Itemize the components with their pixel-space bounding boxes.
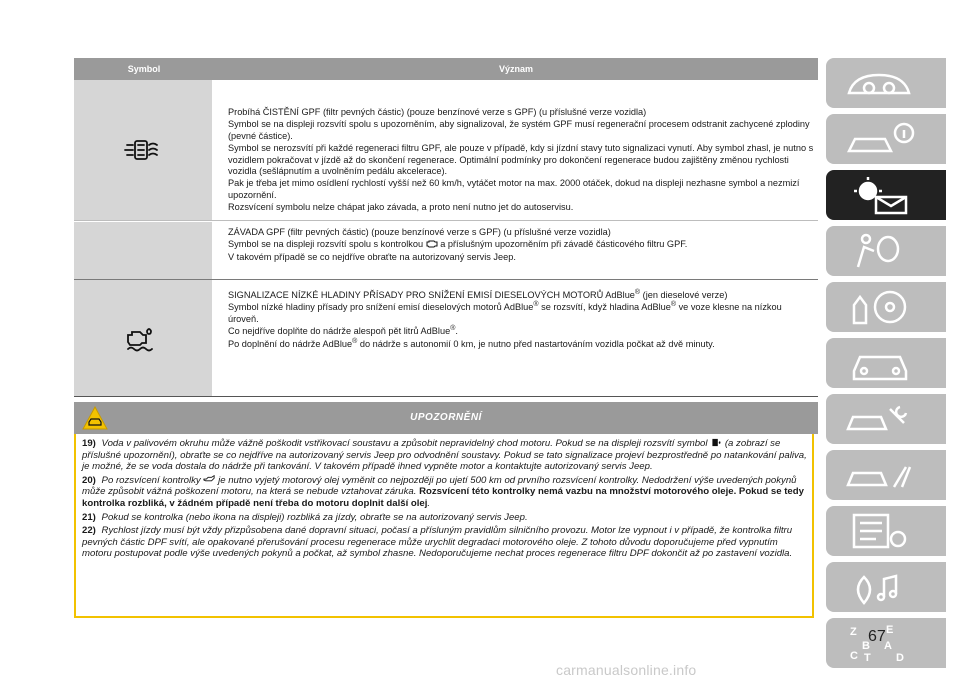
table-row bbox=[74, 220, 818, 279]
text-span: Symbol nízké hladiny přísady pro snížení emisí dieselových motorů AdBlue bbox=[228, 302, 534, 313]
text-span: . bbox=[455, 326, 458, 337]
symbol-table bbox=[74, 58, 818, 397]
gpf-cleaning-title: Probíhá ČISTĚNÍ GPF (filtr pevných částic) (pouze benzínové verze s GPF) (u příslušné verze vozidla) bbox=[228, 107, 647, 117]
index-letter: T bbox=[864, 652, 871, 663]
warning-light-icon bbox=[844, 175, 924, 215]
paragraph: Pak je třeba jet mimo osídlení rychlostí vyšší než 60 km/h, vytáčet motor na max. 2000 otáček, dokud na displeji nezhasne symbol a nezmizí upozornění. bbox=[228, 178, 800, 200]
table-row bbox=[74, 279, 818, 397]
sidebar-tab-safety[interactable] bbox=[826, 226, 946, 276]
sidebar-tab-warning-lights[interactable] bbox=[826, 170, 946, 220]
text-span: je nutno vyjetý motorový olej vyměnit co nejpozději po ujetí 500 km od prvního rozsvícení kontrolky. Nedodržení výše uvedených pokynů může způsobit vážná poškození motoru, na která se nebude vztahovat záruka. bbox=[82, 474, 797, 498]
water-in-fuel-icon bbox=[710, 438, 722, 447]
car-tools-icon bbox=[844, 455, 924, 495]
text-span: (jen dieselové verze) bbox=[640, 290, 728, 300]
text-span: Pokud se kontrolka (nebo ikona na displeji) rozbliká za jízdy, obraťte se na autorizovaný servis Jeep. bbox=[101, 511, 528, 523]
note-number: 22) bbox=[82, 525, 96, 537]
text-span: a příslušným upozorněním při závadě částicového filtru GPF. bbox=[440, 239, 688, 250]
text-span: Rychlost jízdy musí být vždy přizpůsobena dané dopravní situaci, počasí a přísluným pravidlům silničního provozu. Motor lze vypnout i v případě, že kontrolka filtru pevných částic DPF svítí, ale opakované přerušování procesu regenerace může urychlit degradaci motorového oleje. Z tohoto důvodu doporučujeme před vypnutím motoru postupovat podle výše uvedených pokynů a počkat, až symbol zhasne. Nedoporučujeme nechat proces regenerace filtru DPF dokončit až po zastavení vozidla. bbox=[82, 525, 793, 560]
sidebar-tab-technical[interactable] bbox=[826, 450, 946, 500]
symbol-cell bbox=[74, 80, 212, 220]
meaning-cell bbox=[212, 221, 818, 279]
index-letter: C bbox=[850, 650, 858, 662]
index-letter: A bbox=[884, 640, 892, 652]
meaning-cell bbox=[212, 80, 818, 220]
sidebar-tab-multimedia[interactable] bbox=[826, 562, 946, 612]
paragraph bbox=[228, 326, 814, 337]
text-span: ve voze klesne na nízkou úroveň. bbox=[228, 302, 782, 324]
symbol-cell bbox=[74, 280, 212, 396]
car-wrench-icon bbox=[844, 399, 924, 439]
sidebar-tab-specs[interactable] bbox=[826, 506, 946, 556]
index-letter: B bbox=[862, 640, 870, 652]
note-number: 19) bbox=[82, 438, 96, 449]
reg-mark: ® bbox=[670, 301, 677, 309]
service-list-icon bbox=[844, 511, 924, 551]
text-span: se rozsvítí, když hladina AdBlue bbox=[538, 302, 671, 313]
text-span: (a zobrazí se příslušné upozornění), obraťte se co nejdříve na autorizovaný servis Jeep pro odvodnění soustavy. Pokud se tato signalizace projeví bezprostředně po natankování paliva, je možné, že se voda dostala do nádrže při tankování. V takovém případě ihned vypněte motor a kontaktujte autorizovaný servis Jeep. bbox=[82, 438, 807, 473]
adblue-title bbox=[228, 290, 814, 301]
warning-note-19 bbox=[82, 438, 808, 473]
text-span: SIGNALIZACE NÍZKÉ HLADINY PŘÍSADY PRO SNÍŽENÍ EMISÍ DIESELOVÝCH MOTORŮ AdBlue bbox=[228, 290, 635, 300]
warning-note-22 bbox=[82, 525, 808, 560]
warning-title: UPOZORNĚNÍ bbox=[410, 412, 482, 423]
warning-body bbox=[74, 434, 814, 618]
reg-mark: ® bbox=[634, 288, 641, 296]
table-header bbox=[74, 58, 818, 80]
oil-change-icon bbox=[203, 475, 215, 484]
page-number: 67 bbox=[868, 628, 886, 645]
paragraph: Symbol se na displeji rozsvítí spolu s upozorněním, aby signalizoval, že systém GPF musí regenerační procesem odstranit zachycené zplodiny (pevné částice). bbox=[228, 119, 810, 141]
index-letter: E bbox=[886, 624, 894, 636]
text-span: Symbol se na displeji rozsvítí spolu s kontrolkou bbox=[228, 239, 424, 250]
symbol-cell bbox=[74, 221, 212, 279]
warning-note-21 bbox=[82, 512, 808, 524]
paragraph: Rozsvícení symbolu nelze chápat jako závada, a proto není nutno jet do autoservisu. bbox=[228, 202, 574, 213]
warning-note-20 bbox=[82, 475, 808, 510]
index-letter: Z bbox=[850, 626, 857, 638]
multimedia-icon bbox=[844, 567, 924, 607]
car-info-icon bbox=[844, 119, 924, 159]
sidebar-tab-dashboard[interactable] bbox=[826, 58, 946, 108]
airbag-person-icon bbox=[844, 231, 924, 271]
reg-mark: ® bbox=[450, 325, 456, 333]
warning-header bbox=[74, 402, 818, 434]
paragraph: V takovém případě se co nejdříve obraťte na autorizovaný servis Jeep. bbox=[228, 251, 516, 262]
watermark: carmanualsonline.info bbox=[556, 662, 697, 678]
paragraph bbox=[228, 239, 814, 250]
index-letter: D bbox=[896, 652, 904, 663]
text-span: do nádrže s autonomií 0 km, je nutno před nastartováním vozidla počkat až dvě minuty. bbox=[357, 338, 715, 349]
meaning-cell bbox=[212, 280, 818, 396]
paragraph: Symbol se nerozsvítí při každé regeneraci filtru GPF, ale pouze v případě, kdy si jízdní stavy tuto signalizaci vynutí. Aby symbol zhasl, je nutno s vozidlem pokračovat v jízdě až do skončení regenerace. Optimální podmínky pro dokončení regenerace budou zajištěny změnou rychlosti vozidla (sešlápnutím a uvolněním pedálu akcelerace). bbox=[228, 143, 814, 177]
note-number: 21) bbox=[82, 511, 96, 523]
text-span: Voda v palivovém okruhu může vážně poškodit vstřikovací soustavu a způsobit nepravidelný chod motoru. Pokud se na displeji rozsvítí symbol bbox=[101, 438, 708, 449]
car-dashboard-icon bbox=[844, 63, 924, 103]
engine-warning-icon bbox=[426, 239, 438, 248]
note-number: 20) bbox=[82, 474, 96, 486]
text-span: Po doplnění do nádrže AdBlue bbox=[228, 338, 353, 349]
sidebar-tab-emergency[interactable] bbox=[826, 338, 946, 388]
steering-wheel-icon bbox=[844, 287, 924, 327]
header-meaning: Význam bbox=[498, 64, 533, 74]
bold-text: Rozsvícení této kontrolky nemá vazbu na množství motorového oleje. Pokud se tedy kontrolka rozbliká, v žádném případě není třeba do motoru doplnit další olej bbox=[82, 486, 804, 509]
sidebar-tab-index[interactable] bbox=[826, 618, 946, 668]
car-front-icon bbox=[844, 343, 924, 383]
header-symbol: Symbol bbox=[127, 64, 161, 74]
text-span: Co nejdříve doplňte do nádrže alespoň pět litrů AdBlue bbox=[228, 326, 451, 337]
sidebar-tab-service[interactable] bbox=[826, 394, 946, 444]
table-row bbox=[74, 80, 818, 220]
gpf-cleaning-icon bbox=[123, 135, 163, 165]
paragraph bbox=[228, 339, 814, 350]
sidebar-tab-driving[interactable] bbox=[826, 282, 946, 332]
reg-mark: ® bbox=[533, 301, 539, 309]
gpf-failure-title: ZÁVADA GPF (filtr pevných částic) (pouze benzínové verze s GPF) (u příslušné verze vozidla) bbox=[228, 227, 611, 237]
sidebar-tab-info[interactable] bbox=[826, 114, 946, 164]
reg-mark: ® bbox=[352, 337, 358, 345]
paragraph bbox=[228, 302, 814, 325]
text-span: Po rozsvícení kontrolky bbox=[101, 474, 201, 486]
adblue-low-level-icon bbox=[125, 323, 161, 353]
text-span: . bbox=[427, 497, 431, 509]
